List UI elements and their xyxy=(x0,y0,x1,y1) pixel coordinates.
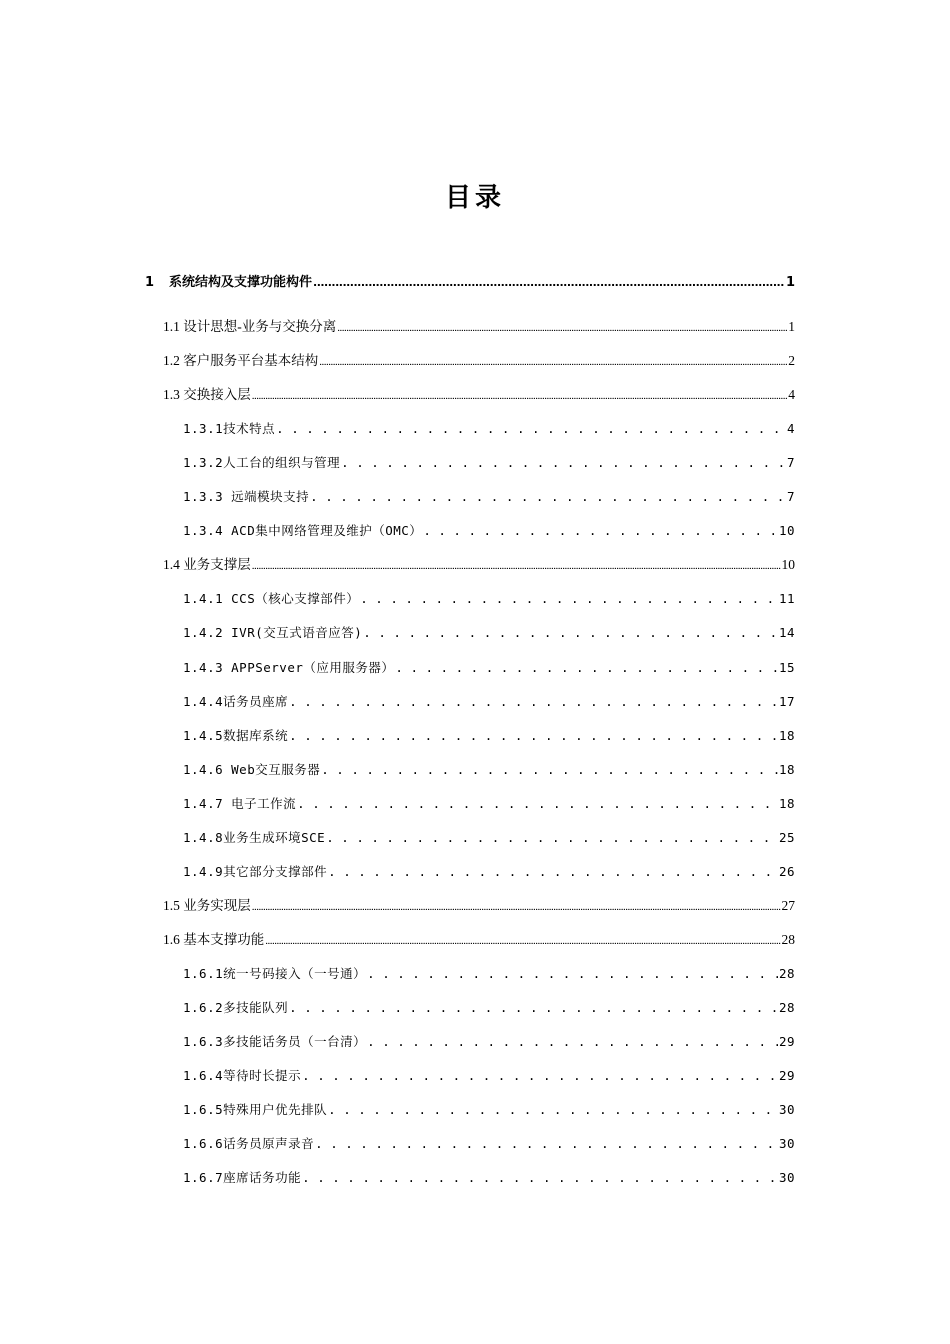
toc-entry-label: 1.3.3 远端模块支持 xyxy=(183,489,310,505)
toc-entry-page-number: 18 xyxy=(778,727,795,743)
dot-leader xyxy=(423,520,778,542)
dot-leader xyxy=(367,1031,778,1053)
toc-entry-label: 1.6.5特殊用户优先排队 xyxy=(183,1102,328,1118)
toc-entry-label: 1.6.4等待时长提示 xyxy=(183,1068,302,1084)
dot-leader xyxy=(326,827,778,849)
toc-entry-label: 1.1 设计思想-业务与交换分离 xyxy=(163,319,337,334)
toc-entry-label: 1.4.9其它部分支撑部件 xyxy=(183,863,328,879)
toc-entry[interactable] xyxy=(183,486,795,508)
toc-entry-page-number: 4 xyxy=(788,387,795,403)
toc-entry-page-number: 2 xyxy=(788,353,795,369)
toc-entry-page-number: 18 xyxy=(778,761,795,777)
toc-entry-page-number: 29 xyxy=(778,1068,795,1084)
dot-leader xyxy=(337,316,787,338)
toc-entry-page-number: 30 xyxy=(778,1136,795,1152)
dot-leader xyxy=(313,272,785,294)
dot-leader xyxy=(252,384,788,406)
toc-entry-page-number: 18 xyxy=(778,795,795,811)
toc-entry-label: 1.6.2多技能队列 xyxy=(183,1000,289,1015)
toc-entry-page-number: 1 xyxy=(788,319,795,334)
dot-leader xyxy=(252,554,781,576)
dot-leader xyxy=(360,588,778,610)
toc-entry[interactable] xyxy=(145,272,795,294)
toc-entry-page-number: 29 xyxy=(778,1034,795,1050)
toc-entry-label: 1.4.6 Web交互服务器 xyxy=(183,761,321,777)
dot-leader xyxy=(265,929,780,951)
toc-entry-page-number: 25 xyxy=(778,829,795,845)
toc-entry[interactable] xyxy=(183,759,795,781)
toc-entry-page-number: 30 xyxy=(778,1102,795,1118)
toc-entry[interactable] xyxy=(183,691,795,713)
toc-entry-page-number: 7 xyxy=(786,455,795,471)
dot-leader xyxy=(302,1167,778,1189)
toc-entry[interactable] xyxy=(183,1133,795,1155)
dot-leader xyxy=(341,452,786,474)
toc-entry[interactable] xyxy=(163,554,795,576)
toc-entry-label: 系统结构及支撑功能构件 xyxy=(169,275,313,290)
toc-entry-page-number: 11 xyxy=(778,591,795,607)
toc-entry[interactable] xyxy=(183,1031,795,1053)
toc-entry-page-number: 10 xyxy=(778,523,795,539)
toc-entry[interactable] xyxy=(183,997,795,1019)
toc-entry[interactable] xyxy=(183,1065,795,1087)
toc-entry-label: 1.6.1统一号码接入（一号通） xyxy=(183,965,367,981)
dot-leader xyxy=(289,691,778,713)
toc-entry-label: 1.6.7座席话务功能 xyxy=(183,1170,302,1186)
toc-entry-label: 1.4.4话务员座席 xyxy=(183,693,289,709)
toc-entry-label: 1.3.4 ACD集中网络管理及维护（OMC） xyxy=(183,523,423,539)
toc-entry-number: 1 xyxy=(145,275,155,290)
dot-leader xyxy=(310,486,786,508)
toc-entry-label: 1.6.6话务员原声录音 xyxy=(183,1136,315,1152)
dot-leader xyxy=(328,861,778,883)
toc-entry-page-number: 14 xyxy=(778,625,795,641)
toc-entry[interactable] xyxy=(183,1099,795,1121)
toc-entry-label: 1.4.7 电子工作流 xyxy=(183,795,297,811)
toc-entry-page-number: 26 xyxy=(778,863,795,879)
toc-entry[interactable] xyxy=(183,622,795,644)
dot-leader xyxy=(252,895,781,917)
dot-leader xyxy=(289,997,778,1019)
toc-entry[interactable] xyxy=(163,316,795,338)
dot-leader xyxy=(363,622,778,644)
dot-leader xyxy=(328,1099,778,1121)
toc-entry-page-number: 28 xyxy=(778,965,795,981)
toc-entry-label: 1.4 业务支撑层 xyxy=(163,557,251,573)
dot-leader xyxy=(297,793,778,815)
toc-entry-label: 1.4.5数据库系统 xyxy=(183,727,289,743)
dot-leader xyxy=(319,350,787,372)
toc-entry[interactable] xyxy=(183,588,795,610)
toc-entry-label: 1.4.8业务生成环境SCE xyxy=(183,829,326,845)
toc-entry-page-number: 30 xyxy=(778,1170,795,1186)
dot-leader xyxy=(321,759,778,781)
toc-entry-page-number: 28 xyxy=(781,931,795,947)
dot-leader xyxy=(276,418,786,440)
dot-leader xyxy=(289,725,778,747)
toc-entry-label: 1.4.2 IVR(交互式语音应答) xyxy=(183,625,363,641)
toc-entry[interactable] xyxy=(163,350,795,372)
dot-leader xyxy=(395,657,778,679)
toc-entry[interactable] xyxy=(183,418,795,440)
toc-entry-label: 1.4.3 APPServer（应用服务器） xyxy=(183,659,395,675)
toc-entry[interactable] xyxy=(183,963,795,985)
toc-entry[interactable] xyxy=(163,384,795,406)
dot-leader xyxy=(367,963,778,985)
toc-entry-page-number: 7 xyxy=(786,489,795,505)
toc-entry-page-number: 28 xyxy=(778,1000,795,1015)
toc-entry[interactable] xyxy=(163,929,795,951)
toc-entry-page-number: 1 xyxy=(785,275,795,290)
toc-entry-page-number: 15 xyxy=(778,659,795,675)
toc-entry[interactable] xyxy=(163,895,795,917)
toc-entry[interactable] xyxy=(183,725,795,747)
toc-entry[interactable] xyxy=(183,520,795,542)
toc-entry-label: 1.3.1技术特点 xyxy=(183,421,276,437)
dot-leader xyxy=(315,1133,778,1155)
toc-entry-label: 1.3 交换接入层 xyxy=(163,387,251,403)
toc-entry-page-number: 17 xyxy=(778,693,795,709)
toc-entry-label: 1.2 客户服务平台基本结构 xyxy=(163,353,319,369)
toc-entry-label: 1.6 基本支撑功能 xyxy=(163,931,265,947)
toc-entry-page-number: 27 xyxy=(781,897,795,913)
toc-entry-label: 1.4.1 CCS（核心支撑部件） xyxy=(183,591,360,607)
toc-entry[interactable] xyxy=(183,827,795,849)
toc-entry-label: 1.6.3多技能话务员（一台清） xyxy=(183,1034,367,1050)
toc-entry-page-number: 10 xyxy=(781,557,795,573)
toc-entry[interactable] xyxy=(183,861,795,883)
toc-entry-page-number: 4 xyxy=(786,421,795,437)
toc-entry[interactable] xyxy=(183,657,795,679)
page-title: 目录 xyxy=(444,183,505,213)
toc-entry[interactable] xyxy=(183,1167,795,1189)
toc-entry-label: 1.3.2人工台的组织与管理 xyxy=(183,455,341,471)
toc-entry-label: 1.5 业务实现层 xyxy=(163,897,251,913)
dot-leader xyxy=(302,1065,778,1087)
toc-entry[interactable] xyxy=(183,452,795,474)
toc-entry[interactable] xyxy=(183,793,795,815)
